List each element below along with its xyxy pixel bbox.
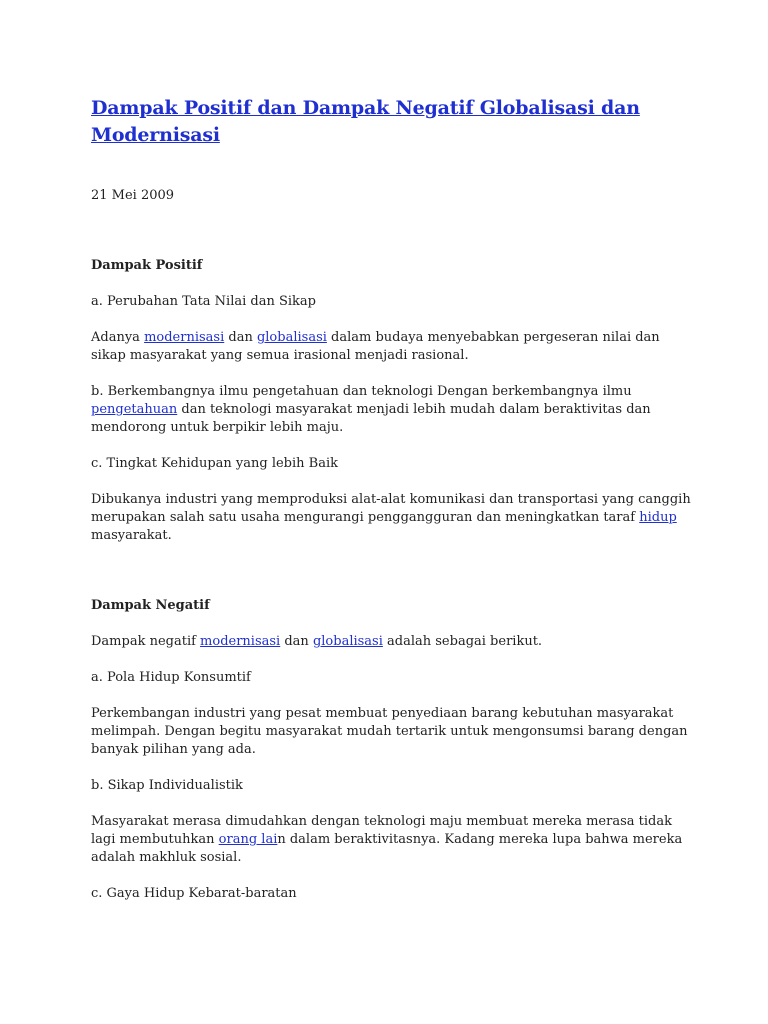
document-page <box>91 95 691 903</box>
negative-b-title: b. Sikap Individualistik <box>91 778 243 793</box>
text-segment: dan teknologi masyarakat menjadi lebih mudah dalam beraktivitas dan mendorong untuk berpikir lebih maju. <box>91 402 651 435</box>
negative-intro <box>91 633 691 651</box>
hidup-link[interactable]: hidup <box>639 510 677 525</box>
text-segment: Dibukanya industri yang memproduksi alat-alat komunikasi dan transportasi yang canggih merupakan salah satu usaha mengurangi penggangguran dan meningkatkan taraf <box>91 492 691 525</box>
text-segment: dalam budaya menyebabkan pergeseran nilai dan sikap masyarakat yang semua irasional menjadi rasional. <box>91 330 660 363</box>
text-segment: n dalam beraktivitasnya. Kadang mereka lupa bahwa mereka adalah makhluk sosial. <box>91 832 683 865</box>
positive-heading: Dampak Positif <box>91 258 203 273</box>
text-segment: adalah sebagai berikut. <box>382 634 543 649</box>
positive-a-paragraph <box>91 329 691 365</box>
modernisasi-link[interactable]: modernisasi <box>144 330 225 345</box>
positive-c-paragraph <box>91 491 691 545</box>
text-segment: masyarakat. <box>91 528 172 543</box>
post-date: 21 Mei 2009 <box>91 188 175 203</box>
negative-heading: Dampak Negatif <box>91 598 210 613</box>
positive-a-title: a. Perubahan Tata Nilai dan Sikap <box>91 294 316 309</box>
title-line-2: Modernisasi <box>91 124 220 146</box>
negative-b-paragraph <box>91 813 691 867</box>
title-line-1: Dampak Positif dan Dampak Negatif Globalisasi dan <box>91 97 640 119</box>
text-segment: dan <box>224 330 257 345</box>
pengetahuan-link[interactable]: pengetahuan <box>91 402 178 417</box>
globalisasi-link[interactable]: globalisasi <box>312 634 383 649</box>
orang-lain-link[interactable]: orang lai <box>218 832 278 847</box>
modernisasi-link[interactable]: modernisasi <box>200 634 281 649</box>
positive-b-paragraph <box>91 383 691 437</box>
text-segment: Dampak negatif <box>91 634 201 649</box>
title-link[interactable] <box>91 97 640 146</box>
negative-a-paragraph: Perkembangan industri yang pesat membuat penyediaan barang kebutuhan masyarakat melimpah. Dengan begitu masyarakat mudah tertarik untuk mengonsumsi barang dengan banyak pilihan yang ada. <box>91 706 688 757</box>
text-segment: Masyarakat merasa dimudahkan dengan teknologi maju membuat mereka merasa tidak lagi membutuhkan <box>91 814 672 847</box>
negative-a-title: a. Pola Hidup Konsumtif <box>91 670 251 685</box>
text-segment: dan <box>280 634 313 649</box>
globalisasi-link[interactable]: globalisasi <box>256 330 327 345</box>
negative-c-title: c. Gaya Hidup Kebarat-baratan <box>91 886 297 901</box>
page-title <box>91 95 691 149</box>
text-segment: Adanya <box>91 330 145 345</box>
text-segment: b. Berkembangnya ilmu pengetahuan dan teknologi Dengan berkembangnya ilmu <box>91 384 632 399</box>
positive-c-title: c. Tingkat Kehidupan yang lebih Baik <box>91 456 339 471</box>
